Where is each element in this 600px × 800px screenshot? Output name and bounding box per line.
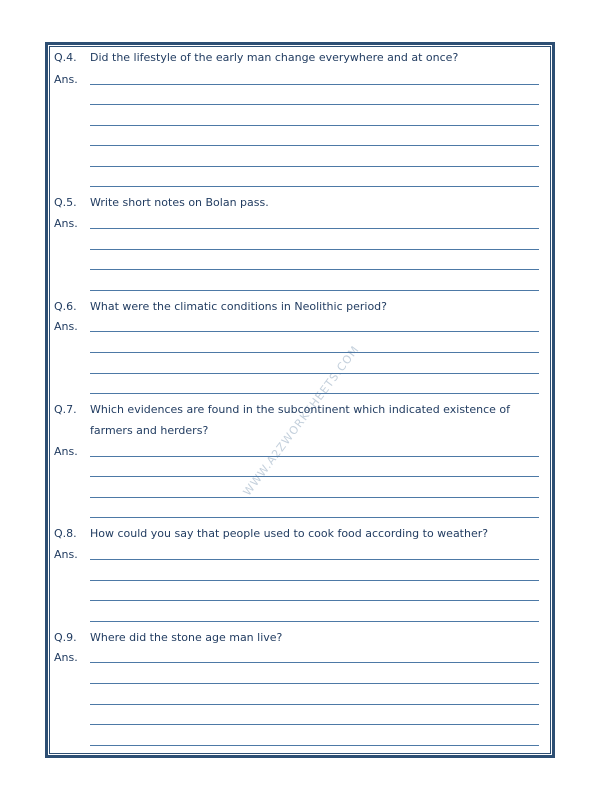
question-number: Q.5.	[54, 196, 77, 209]
answer-line[interactable]	[90, 145, 539, 146]
answer-line[interactable]	[90, 84, 539, 85]
answer-line[interactable]	[90, 704, 539, 705]
question-text: Did the lifestyle of the early man change everywhere and at once?	[90, 51, 459, 64]
question-text: Write short notes on Bolan pass.	[90, 196, 269, 209]
question-number: Q.4.	[54, 51, 77, 64]
answer-line[interactable]	[90, 331, 539, 332]
question-number: Q.8.	[54, 527, 77, 540]
answer-line[interactable]	[90, 228, 539, 229]
answer-line[interactable]	[90, 517, 539, 518]
answer-line[interactable]	[90, 662, 539, 663]
answer-line[interactable]	[90, 559, 539, 560]
answer-line[interactable]	[90, 104, 539, 105]
answer-line[interactable]	[90, 290, 539, 291]
answer-line[interactable]	[90, 600, 539, 601]
answer-line[interactable]	[90, 393, 539, 394]
answer-label: Ans.	[54, 217, 78, 230]
answer-line[interactable]	[90, 621, 539, 622]
question-text: Which evidences are found in the subcontinent which indicated existence of farmers and herders?	[90, 403, 511, 437]
answer-line[interactable]	[90, 745, 539, 746]
question-text: How could you say that people used to cook food according to weather?	[90, 527, 489, 540]
question-number: Q.7.	[54, 403, 77, 416]
answer-label: Ans.	[54, 651, 78, 664]
answer-label: Ans.	[54, 73, 78, 86]
answer-label: Ans.	[54, 548, 78, 561]
question-number: Q.9.	[54, 631, 77, 644]
answer-label: Ans.	[54, 320, 78, 333]
answer-line[interactable]	[90, 186, 539, 187]
question-text: What were the climatic conditions in Neolithic period?	[90, 300, 387, 313]
answer-line[interactable]	[90, 683, 539, 684]
answer-line[interactable]	[90, 456, 539, 457]
question-text: Where did the stone age man live?	[90, 631, 283, 644]
question-number: Q.6.	[54, 300, 77, 313]
answer-line[interactable]	[90, 580, 539, 581]
answer-line[interactable]	[90, 476, 539, 477]
answer-label: Ans.	[54, 445, 78, 458]
watermark: WWW.A2ZWORKSHEETS.COM	[240, 343, 363, 499]
answer-line[interactable]	[90, 497, 539, 498]
answer-line[interactable]	[90, 166, 539, 167]
answer-line[interactable]	[90, 125, 539, 126]
answer-line[interactable]	[90, 249, 539, 250]
answer-line[interactable]	[90, 269, 539, 270]
answer-line[interactable]	[90, 724, 539, 725]
answer-line[interactable]	[90, 352, 539, 353]
answer-line[interactable]	[90, 373, 539, 374]
